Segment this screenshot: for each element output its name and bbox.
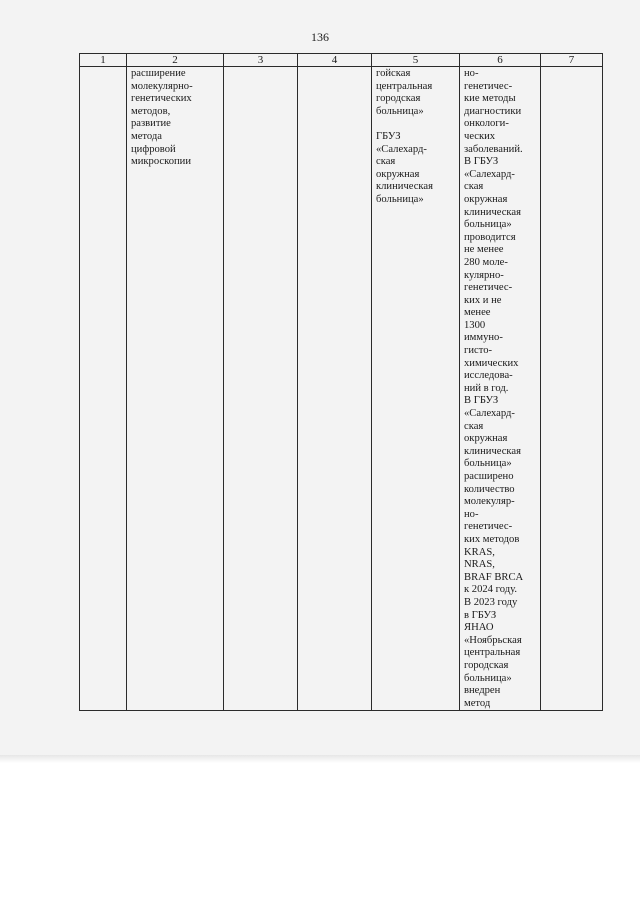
column-header: 4 [298,54,372,67]
table-cell: расширение молекулярно- генетических методов, развитие метода цифровой микроскопии [127,67,224,711]
table-cell [80,67,127,711]
column-header: 7 [541,54,603,67]
table-header-row [80,54,603,67]
table-cell: но- генетичес- кие методы диагностики онкологи- ческих заболеваний. В ГБУЗ «Салехард- ская окружная клиническая больница» проводится не менее 280 моле- кулярно- генетичес- ких и не менее 1300 иммуно- гисто- химических исследова- ний в год. В ГБУЗ «Салехард- ская окружная клиническая больница» расширено количество молекуляр- но- генетичес- ких методов KRAS, NRAS, BRAF BRCA к 2024 году. В 2023 году в ГБУЗ ЯНАО «Ноябрьская центральная городская больница» внедрен метод [460,67,541,711]
page-number: 136 [311,30,329,44]
column-header: 5 [372,54,460,67]
table-cell [298,67,372,711]
table-row [80,67,603,711]
table-cell [224,67,298,711]
column-header: 2 [127,54,224,67]
scan-edge [0,755,640,763]
table-cell: гойская центральная городская больница» ГБУЗ «Салехард- ская окружная клиническая больница» [372,67,460,711]
document-table [79,53,603,711]
column-header: 6 [460,54,541,67]
column-header: 3 [224,54,298,67]
table-cell [541,67,603,711]
column-header: 1 [80,54,127,67]
